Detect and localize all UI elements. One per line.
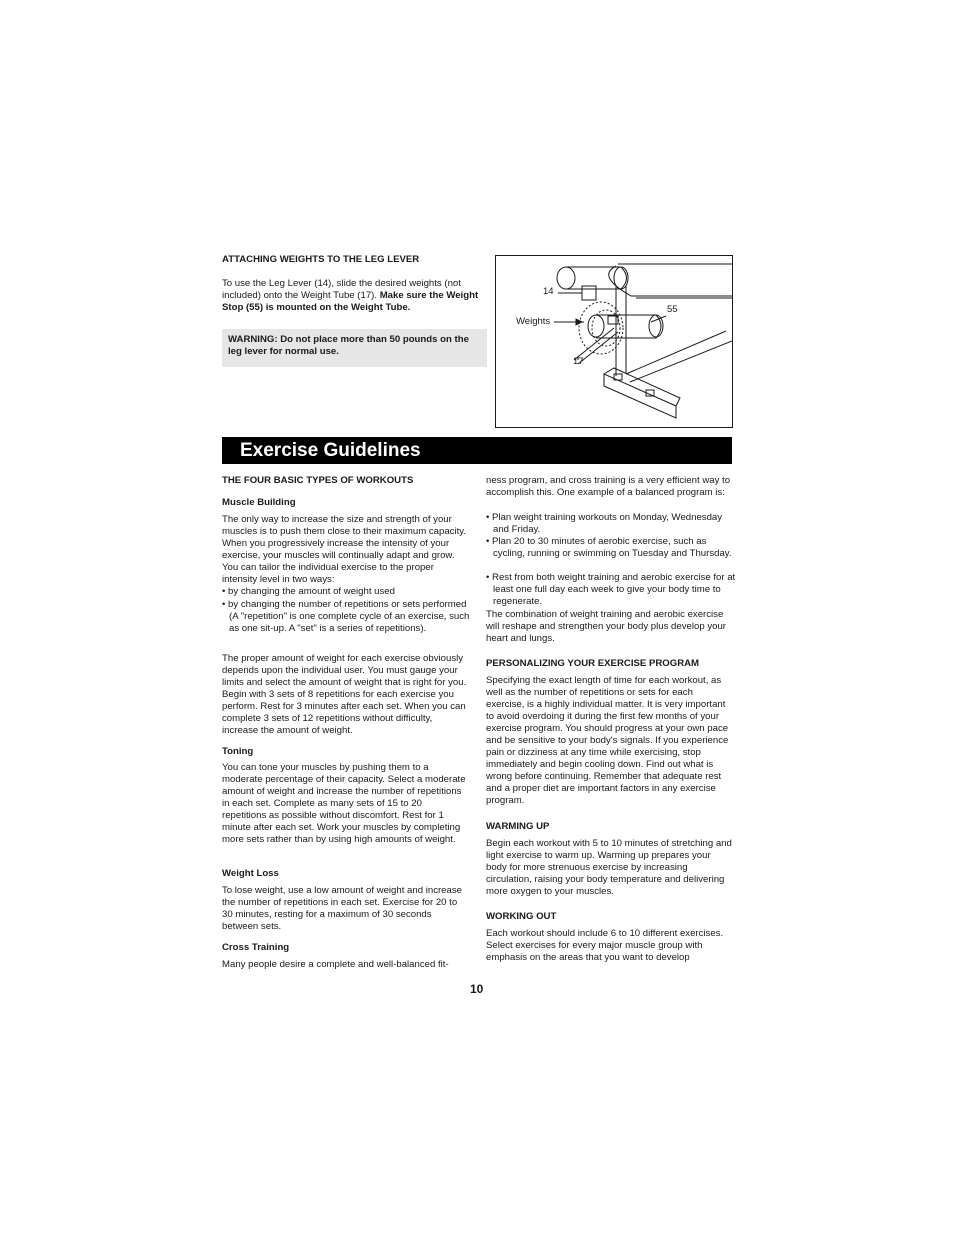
page-number: 10 <box>470 982 484 996</box>
toning-title: Toning <box>222 746 254 757</box>
working-out-body: Each workout should include 6 to 10 different exercises. Select exercises for every major muscle group with emphasis on the areas that you want to develop <box>486 928 724 963</box>
attach-heading: ATTACHING WEIGHTS TO THE LEG LEVER <box>222 254 420 265</box>
program-bullet-2: • Plan 20 to 30 minutes of aerobic exercise, such as cycling, running or swimming on Tuesday and Thursday. <box>486 536 732 559</box>
attach-instructions <box>222 278 484 314</box>
warning-box <box>222 329 487 367</box>
four-types-heading: THE FOUR BASIC TYPES OF WORKOUTS <box>222 475 414 486</box>
attach-body-plain: To use the Leg Lever (14), slide the desired weights (not included) onto the Weight Tube (17). <box>222 278 461 301</box>
weight-loss-title: Weight Loss <box>222 868 279 879</box>
program-bullet-1: • Plan weight training workouts on Monday, Wednesday and Friday. <box>486 512 723 535</box>
figure-label-55: 55 <box>667 304 678 315</box>
warming-up-title: WARMING UP <box>486 821 550 832</box>
leg-lever-figure <box>495 255 733 428</box>
figure-label-17: 17 <box>573 356 584 367</box>
working-out-title: WORKING OUT <box>486 911 557 922</box>
warning-text: WARNING: Do not place more than 50 pounds on the leg lever for normal use. <box>228 334 469 357</box>
personalizing-title: PERSONALIZING YOUR EXERCISE PROGRAM <box>486 658 700 669</box>
cross-training-continued: ness program, and cross training is a very efficient way to accomplish this. One example of a balanced program is: <box>486 475 731 498</box>
leg-lever-illustration <box>496 256 732 427</box>
figure-label-weights: Weights <box>516 316 551 327</box>
muscle-building-bullet-2: • by changing the number of repetitions or sets performed (A "repetition" is one complete cycle of an exercise, such as one sit-up. A "set" is a series of repetitions). <box>222 599 470 634</box>
banner-title: Exercise Guidelines <box>240 440 421 461</box>
figure-label-14: 14 <box>543 286 554 297</box>
personalizing-body: Specifying the exact length of time for each workout, as well as the number of repetitions or sets for each exercise, is a highly individual matter. It is very important to avoid overdoing it during the first few months of your exercise program. You should progress at your own pace and be sensitive to your body's signals. If you experience pain or dizziness at any time while exercising, stop immediately and begin cooling down. Find out what is wrong before continuing. Remember that adequate rest and a proper diet are important factors in any exercise program. <box>486 675 729 806</box>
program-summary: The combination of weight training and aerobic exercise will reshape and strengthen your body plus develop your heart and lungs. <box>486 609 726 644</box>
cross-training-body: Many people desire a complete and well-balanced fit- <box>222 959 449 970</box>
toning-body: You can tone your muscles by pushing them to a moderate percentage of their capacity. Select a moderate amount of weight and increase the number of repetitions in each set. Complete as many sets of 15 to 20 repetitions as possible without discomfort. Rest for 1 minute after each set. Work your muscles by completing more sets rather than by using high amounts of weight. <box>222 762 466 845</box>
muscle-building-title: Muscle Building <box>222 497 296 508</box>
warming-up-body: Begin each workout with 5 to 10 minutes of stretching and light exercise to warm up. Warming up prepares your body for more strenuous exercise by increasing circulation, raising your body temperature and delivering more oxygen to your muscles. <box>486 838 732 897</box>
muscle-building-bullet-1: • by changing the amount of weight used <box>222 586 395 597</box>
program-bullet-3: • Rest from both weight training and aerobic exercise for at least one full day each week to give your body time to regenerate. <box>486 572 736 607</box>
muscle-building-intro: The only way to increase the size and strength of your muscles is to push them close to their maximum capacity. When you progressively increase the intensity of your exercise, your muscles will continually adapt and grow. You can tailor the individual exercise to the proper intensity level in two ways: <box>222 514 467 585</box>
section-banner <box>222 437 732 464</box>
muscle-building-para-2: The proper amount of weight for each exercise obviously depends upon the individual user. You must gauge your limits and select the amount of weight that is right for you. Begin with 3 sets of 8 repetitions for each exercise you perform. Rest for 3 minutes after each set. When you can complete 3 sets of 12 repetitions without difficulty, increase the amount of weight. <box>222 653 467 736</box>
attach-body-bold: Make sure the Weight Stop (55) is mounted on the Weight Tube. <box>222 290 479 313</box>
weight-loss-body: To lose weight, use a low amount of weight and increase the number of repetitions in each set. Exercise for 20 to 30 minutes, resting for a maximum of 30 seconds between sets. <box>222 885 462 932</box>
cross-training-title: Cross Training <box>222 942 290 953</box>
